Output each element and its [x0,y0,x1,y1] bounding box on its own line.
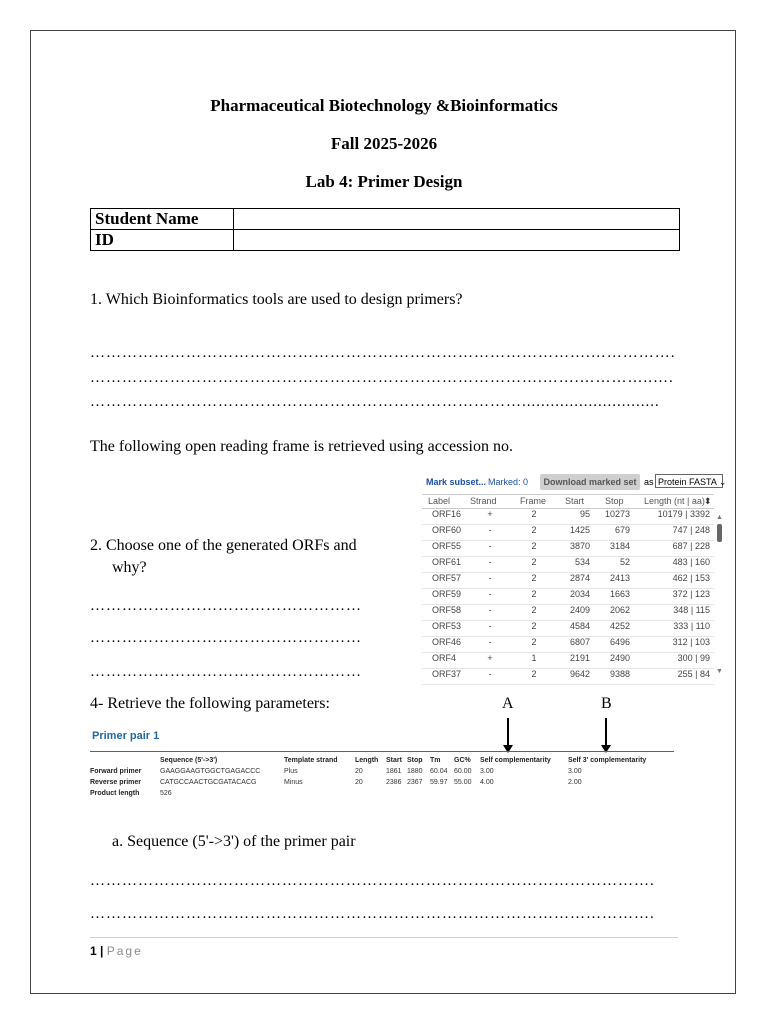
orf-row[interactable] [422,588,714,605]
column-header: Sequence (5'->3') [160,757,218,764]
column-header: GC% [454,757,471,764]
reverse-sequence: CATGCCAACTGCGATACACG [160,779,257,786]
reverse-length: 20 [355,779,363,786]
orf-cell: 2490 [609,653,630,663]
orf-cell: 2034 [569,589,590,599]
forward-stop: 1880 [407,768,423,775]
page-label: Page [106,944,143,958]
primer-pair-result [90,728,674,818]
orf-cell: ORF58 [432,605,462,615]
column-header[interactable]: Label [428,496,451,506]
orf-cell: 6807 [569,637,590,647]
orf-cell: ORF57 [432,573,462,583]
orf-cell: 4252 [609,621,630,631]
orf-cell: 10179 | 3392 [657,509,710,519]
column-header: Self complementarity [480,757,551,764]
column-header[interactable]: Start [565,496,585,506]
label-b: B [601,695,612,712]
orf-cell: ORF4 [432,653,457,663]
orf-cell: 687 | 228 [672,541,710,551]
reverse-stop: 2367 [407,779,423,786]
forward-start: 1861 [386,768,402,775]
student-name-label: Student Name [91,209,234,230]
format-value: Protein FASTA [658,477,717,487]
orf-cell: 679 [614,525,630,535]
orf-cell: 2 [531,509,537,519]
orf-cell: 3870 [569,541,590,551]
orf-cell: ORF60 [432,525,462,535]
page-footer [90,944,143,958]
orf-cell: - [488,557,492,567]
forward-primer-label: Forward primer [90,768,142,775]
orf-cell: 6496 [609,637,630,647]
term-title: Fall 2025-2026 [330,134,438,153]
orf-cell: + [487,509,493,519]
sort-icon[interactable]: ⬍ [704,496,712,506]
forward-self-comp: 3.00 [480,768,494,775]
orf-cell: 4584 [569,621,590,631]
footer-rule [90,937,678,938]
id-label: ID [91,230,234,251]
orf-cell: - [488,637,492,647]
product-length-value: 526 [160,790,172,797]
orf-cell: 2 [531,541,537,551]
question-2-line2: why? [112,559,147,576]
column-header: Self 3' complementarity [568,757,647,764]
footer-separator: | [96,944,107,958]
download-marked-button[interactable]: Download marked set [540,474,640,490]
primer-pair-title: Primer pair 1 [92,730,160,742]
orf-cell: 9642 [569,669,590,679]
reverse-start: 2386 [386,779,402,786]
column-header[interactable]: Length (nt | aa) [644,496,705,506]
orf-cell: 534 [574,557,590,567]
orf-cell: 2 [531,621,537,631]
answer-line[interactable]: ……………………………………………………………………………………………. [90,906,655,922]
orf-cell: 747 | 248 [672,525,710,535]
orf-row[interactable] [422,604,714,621]
question-2-line1: 2. Choose one of the generated ORFs and [90,537,357,554]
orf-row[interactable] [422,636,714,653]
orf-cell: ORF46 [432,637,462,647]
orf-cell: - [488,573,492,583]
orf-cell: ORF55 [432,541,462,551]
orf-cell: 2 [531,557,537,567]
orf-cell: 95 [579,509,590,519]
orf-cell: 2 [531,605,537,615]
answer-line[interactable]: ………………………………………………………………………….…….…………..…. [90,370,674,386]
orf-results-widget [422,474,727,684]
column-header[interactable]: Stop [605,496,624,506]
reverse-tm: 59.97 [430,779,448,786]
orf-cell: 333 | 110 [673,621,710,631]
orf-cell: 2 [531,637,537,647]
orf-cell: 3184 [609,541,630,551]
orf-cell: ORF59 [432,589,462,599]
orf-cell: 1663 [609,589,630,599]
chevron-down-icon: ⌄ [718,477,727,487]
scroll-up-icon[interactable]: ▲ [716,514,723,521]
orf-cell: 2 [531,589,537,599]
orf-cell: 52 [619,557,630,567]
reverse-gc: 55.00 [454,779,472,786]
reverse-self3-comp: 2.00 [568,779,582,786]
answer-line[interactable]: ……………………………………………………………………………………………. [90,873,655,889]
column-header: Length [355,757,379,764]
question-4: 4- Retrieve the following parameters: [90,695,330,712]
orf-row[interactable] [422,620,714,637]
orf-row[interactable] [422,572,714,589]
id-field[interactable] [234,230,680,251]
mark-subset-link[interactable]: Mark subset... [426,477,487,487]
orf-cell: 2 [531,669,537,679]
column-header: Tm [430,757,441,764]
forward-strand: Plus [284,768,298,775]
forward-tm: 60.04 [430,768,448,775]
reverse-primer-label: Reverse primer [90,779,141,786]
orf-cell: + [487,653,493,663]
orf-cell: 462 | 153 [672,573,710,583]
question-a: a. Sequence (5'->3') of the primer pair [112,833,356,850]
column-header: Stop [407,757,423,764]
student-name-field[interactable] [234,209,680,230]
orf-cell: 300 | 99 [677,653,710,663]
as-label: as [644,477,654,487]
column-header: Start [386,757,402,764]
orf-cell: 372 | 123 [672,589,710,599]
course-title: Pharmaceutical Biotechnology &Bioinformatics [210,96,558,115]
orf-cell: 1 [531,653,537,663]
orf-cell: 2 [531,573,537,583]
column-header: Template strand [284,757,338,764]
product-length-label: Product length [90,790,140,797]
answer-line[interactable]: ………………………………………………………………………............................. [90,394,660,410]
orf-cell: ORF37 [432,669,462,679]
orf-cell: 2062 [609,605,630,615]
student-info-table [90,208,680,251]
reverse-strand: Minus [284,779,303,786]
answer-line[interactable]: …………………………………………… [90,664,362,680]
orf-row[interactable] [422,668,714,685]
orf-cell: 2 [531,525,537,535]
forward-length: 20 [355,768,363,775]
column-header[interactable]: Strand [470,496,497,506]
orf-row[interactable] [422,508,714,525]
orf-cell: - [488,589,492,599]
format-select[interactable] [655,474,727,488]
marked-count: Marked: 0 [488,477,529,487]
orf-cell: - [488,541,492,551]
orf-cell: 255 | 84 [677,669,710,679]
title-rule [90,751,674,752]
orf-scrollbar[interactable] [715,508,724,682]
lab-title: Lab 4: Primer Design [305,172,463,191]
orf-cell: 2191 [569,653,590,663]
answer-line[interactable]: …………………………………………… [90,598,362,614]
orf-row[interactable] [422,524,714,541]
answer-line[interactable]: …………………………………………… [90,630,362,646]
orf-row[interactable] [422,652,714,669]
orf-row[interactable] [422,540,714,557]
forward-self3-comp: 3.00 [568,768,582,775]
answer-line[interactable]: ………………………………………………………………………………….……………. [90,345,676,361]
orf-cell: 1425 [569,525,590,535]
orf-cell: - [488,669,492,679]
orf-cell: 10273 [604,509,630,519]
scroll-down-icon[interactable]: ▼ [716,668,723,675]
label-a: A [502,695,514,712]
orf-cell: 2413 [609,573,630,583]
forward-sequence: GAAGGAAGTGGCTGAGACCC [160,768,261,775]
orf-cell: 2409 [569,605,590,615]
orf-cell: 2874 [569,573,590,583]
orf-cell: 312 | 103 [672,637,710,647]
page-number: 1 [90,944,97,958]
forward-gc: 60.00 [454,768,472,775]
orf-intro-text: The following open reading frame is retrieved using accession no. [90,438,513,455]
orf-table-header [422,494,714,509]
orf-cell: 348 | 115 [673,605,710,615]
orf-cell: 483 | 160 [672,557,710,567]
orf-table-body [422,508,714,682]
orf-cell: ORF53 [432,621,462,631]
question-1: 1. Which Bioinformatics tools are used to design primers? [90,291,463,308]
column-header[interactable]: Frame [520,496,547,506]
orf-cell: - [488,605,492,615]
reverse-self-comp: 4.00 [480,779,494,786]
orf-toolbar [422,474,727,490]
orf-cell: - [488,621,492,631]
orf-cell: - [488,525,492,535]
orf-cell: ORF61 [432,557,462,567]
scroll-thumb[interactable] [717,524,722,542]
orf-cell: 9388 [609,669,630,679]
orf-row[interactable] [422,556,714,573]
orf-cell: ORF16 [432,509,462,519]
